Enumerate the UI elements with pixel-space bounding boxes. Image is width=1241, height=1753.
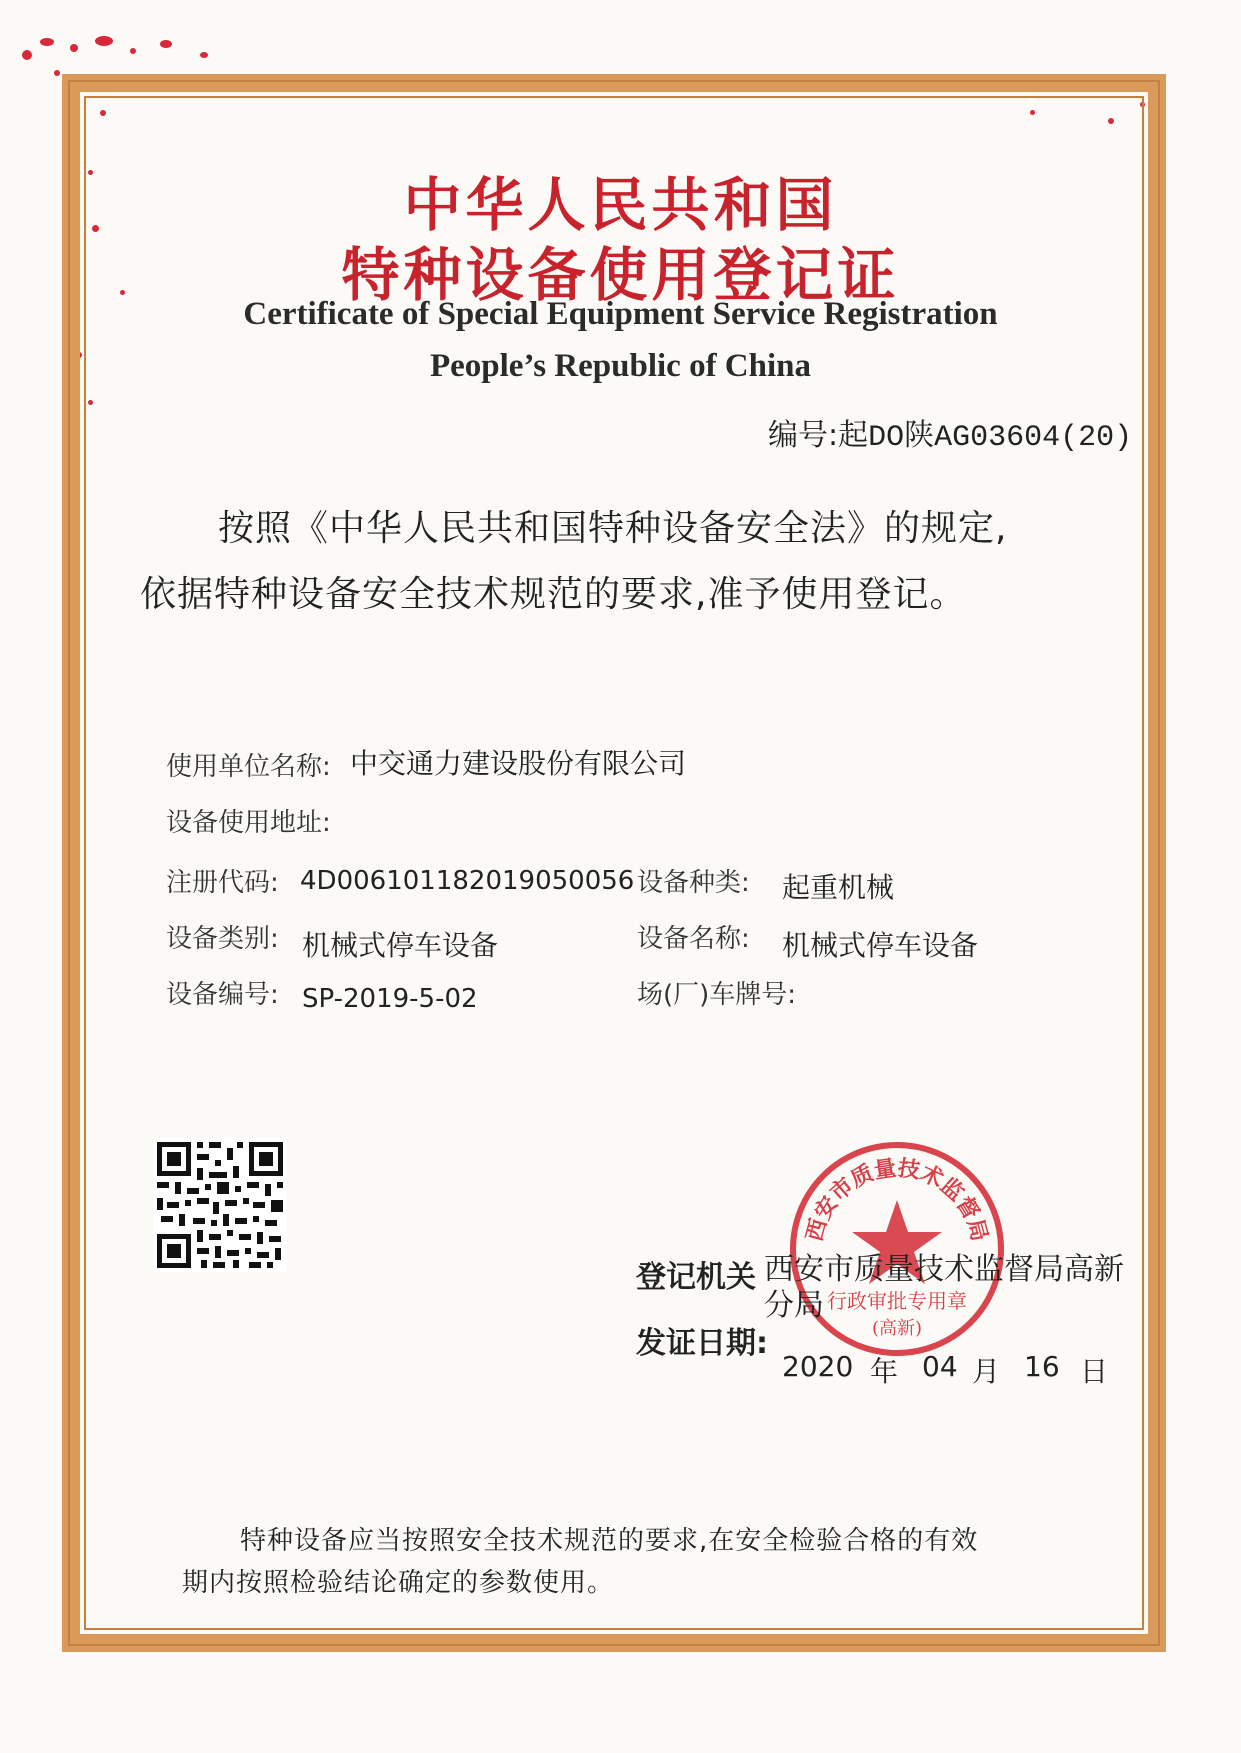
issue-month: 04 xyxy=(922,1350,958,1383)
category-value: 机械式停车设备 xyxy=(302,929,499,962)
issue-year-unit: 年 xyxy=(870,1355,899,1388)
serial-value: 起DO陕AG03604(20) xyxy=(838,421,1133,455)
intro-line2: 依据特种设备安全技术规范的要求,准予使用登记。 xyxy=(140,574,967,615)
category-label: 设备类别: xyxy=(166,924,279,954)
number-value: SP-2019-5-02 xyxy=(302,984,478,1014)
serial-number xyxy=(768,410,1132,455)
authority-value-line1: 西安市质量技术监督局高新 xyxy=(764,1252,1124,1287)
title-cn-line1: 中华人民共和国 xyxy=(403,171,838,239)
type-label: 设备种类: xyxy=(637,868,750,898)
footer-line1: 特种设备应当按照安全技术规范的要求,在安全检验合格的有效 xyxy=(240,1526,979,1556)
title-cn-line2: 特种设备使用登记证 xyxy=(341,241,900,309)
footer-line2: 期内按照检验结论确定的参数使用。 xyxy=(182,1568,615,1598)
address-label: 设备使用地址: xyxy=(166,808,331,838)
issue-day-unit: 日 xyxy=(1080,1355,1109,1388)
authority-value-line2: 分局 xyxy=(764,1288,824,1323)
org-value: 中交通力建设股份有限公司 xyxy=(350,747,687,780)
seal-bottom-text: (高新) xyxy=(871,1318,923,1339)
title-en-line2: People’s Republic of China xyxy=(429,348,812,384)
name-value: 机械式停车设备 xyxy=(782,929,979,962)
title-en-line1: Certificate of Special Equipment Service Registration xyxy=(243,296,998,332)
issue-date-label: 发证日期: xyxy=(636,1326,768,1361)
type-value: 起重机械 xyxy=(782,871,895,904)
intro-line1: 按照《中华人民共和国特种设备安全法》的规定, xyxy=(218,508,1008,549)
plate-label: 场(厂)车牌号: xyxy=(637,980,797,1010)
issue-month-unit: 月 xyxy=(972,1355,1001,1388)
reg-code-label: 注册代码: xyxy=(166,868,279,898)
seal-middle-text: 行政审批专用章 xyxy=(827,1289,967,1313)
number-label: 设备编号: xyxy=(166,980,279,1010)
org-label: 使用单位名称: xyxy=(166,752,331,782)
serial-label: 编号: xyxy=(768,418,839,453)
qr-code-icon xyxy=(153,1138,287,1272)
issue-year: 2020 xyxy=(782,1350,854,1383)
name-label: 设备名称: xyxy=(637,924,750,954)
seal-top-text: 西安市质量技术监督局 xyxy=(801,1155,993,1245)
authority-label: 登记机关 xyxy=(636,1260,756,1295)
reg-code-value: 4D006101182019050056 xyxy=(300,866,635,896)
issue-day: 16 xyxy=(1024,1350,1060,1383)
